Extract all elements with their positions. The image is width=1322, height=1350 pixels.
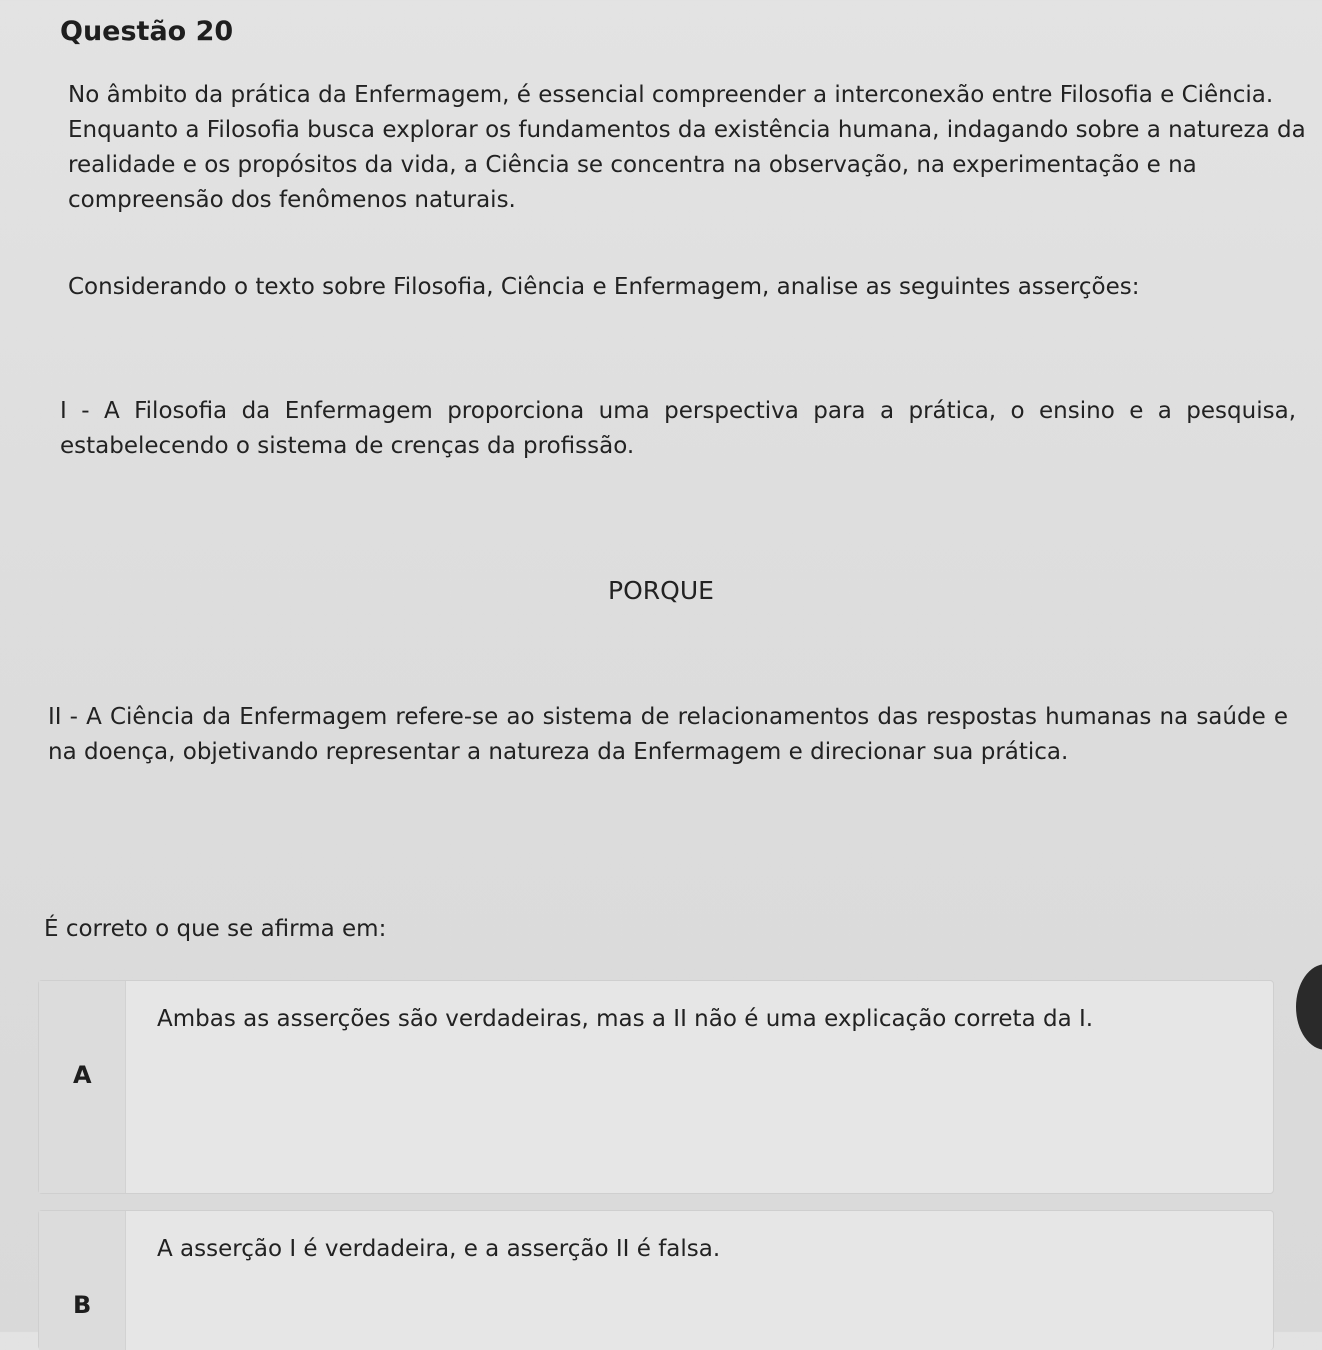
question-instruction: Considerando o texto sobre Filosofia, Ciência e Enfermagem, analise as seguintes asserções: xyxy=(68,274,1140,300)
assertion-connector: PORQUE xyxy=(608,576,714,605)
answer-option-b[interactable] xyxy=(38,1210,1274,1350)
assertion-two: II - A Ciência da Enfermagem refere-se ao sistema de relacionamentos das respostas humanas na saúde e na doença, objetivando representar a natureza da Enfermagem e direcionar sua prática. xyxy=(48,704,1288,765)
question-title: Questão 20 xyxy=(60,16,234,47)
option-letter: A xyxy=(73,1061,92,1089)
assertion-one: I - A Filosofia da Enfermagem proporciona uma perspectiva para a prática, o ensino e a pesquisa, estabelecendo o sistema de crenças da profissão. xyxy=(60,398,1296,459)
question-prompt: É correto o que se afirma em: xyxy=(44,916,387,942)
floating-scroll-handle[interactable] xyxy=(1296,964,1322,1050)
option-letter: B xyxy=(73,1291,92,1319)
answer-option-a[interactable] xyxy=(38,980,1274,1194)
question-context: No âmbito da prática da Enfermagem, é essencial compreender a interconexão entre Filosofia e Ciência. Enquanto a Filosofia busca explorar os fundamentos da existência humana, indagando sobre a natureza da realidade e os propósitos da vida, a Ciência se concentra na observação, na experimentação e na compreensão dos fenômenos naturais. xyxy=(68,82,1306,213)
option-text: Ambas as asserções são verdadeiras, mas a II não é uma explicação correta da I. xyxy=(157,1006,1094,1032)
option-text: A asserção I é verdadeira, e a asserção II é falsa. xyxy=(157,1236,721,1262)
option-letter-column xyxy=(39,1211,126,1350)
